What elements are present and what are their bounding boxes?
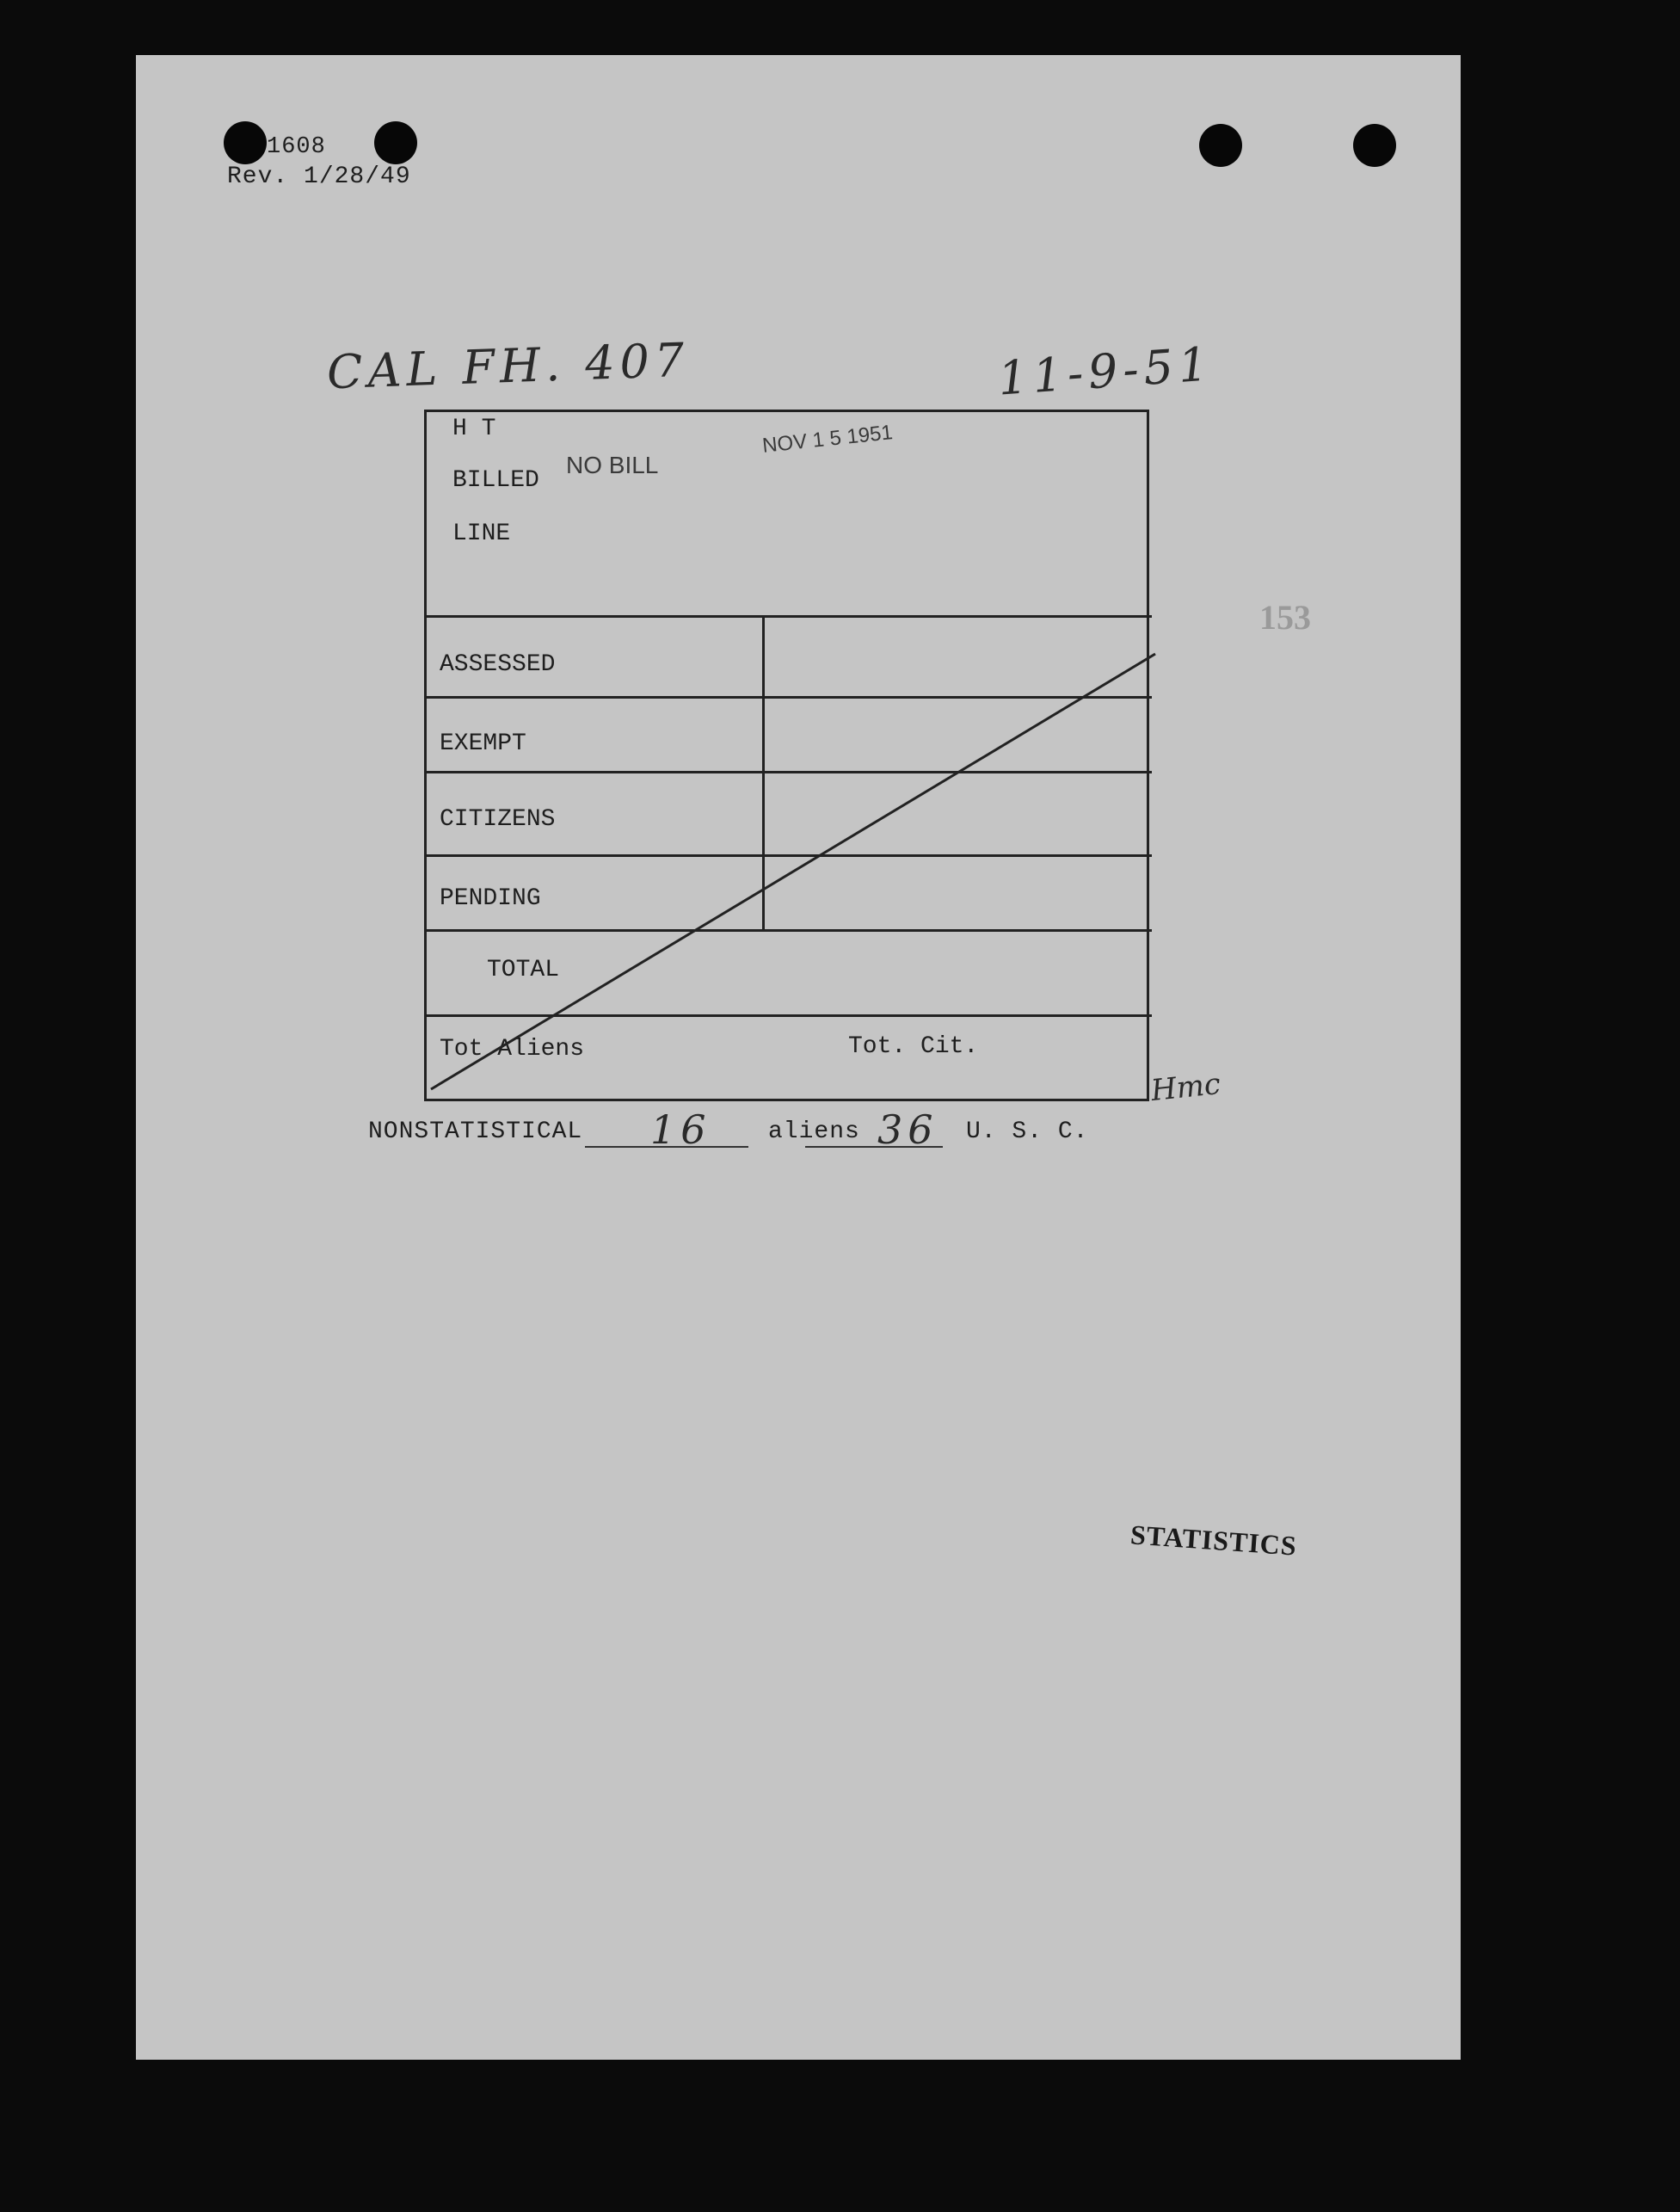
punch-hole: [1353, 124, 1396, 167]
statistics-stamp: STATISTICS: [1129, 1519, 1298, 1562]
tot-cit-label: Tot. Cit.: [848, 1033, 979, 1060]
handwritten-date: 11-9-51: [996, 336, 1215, 406]
tot-aliens-label: Tot Aliens: [440, 1036, 585, 1063]
ht-label: H T: [452, 416, 496, 442]
page-number: 153: [1259, 598, 1311, 637]
aliens-count: 16: [650, 1106, 711, 1153]
row-label-pending: PENDING: [440, 885, 541, 912]
cancellation-line: [424, 410, 1149, 1101]
row-label-citizens: CITIZENS: [440, 806, 556, 833]
punch-hole: [374, 121, 417, 164]
tally-form: [424, 410, 1149, 1101]
nonstatistical-label: NONSTATISTICAL: [368, 1118, 583, 1145]
punch-hole: [224, 121, 267, 164]
billed-label: BILLED: [452, 467, 539, 494]
usc-count: 36: [877, 1106, 938, 1153]
punch-hole: [1199, 124, 1242, 167]
row-label-exempt: EXEMPT: [440, 730, 526, 757]
usc-label: U. S. C.: [966, 1118, 1089, 1145]
no-bill-stamp: NO BILL: [566, 452, 659, 478]
handwritten-initials: Hmc: [1149, 1066, 1222, 1109]
form-revision: Rev. 1/28/49: [227, 163, 411, 190]
row-label-assessed: ASSESSED: [440, 651, 556, 678]
date-stamp: NOV 1 5 1951: [760, 421, 895, 458]
handwritten-calendar: CAL FH. 407: [326, 332, 691, 400]
aliens-label: aliens: [768, 1118, 860, 1145]
line-label: LINE: [452, 521, 511, 547]
form-number: 1608: [267, 134, 326, 160]
total-label: TOTAL: [487, 957, 560, 983]
